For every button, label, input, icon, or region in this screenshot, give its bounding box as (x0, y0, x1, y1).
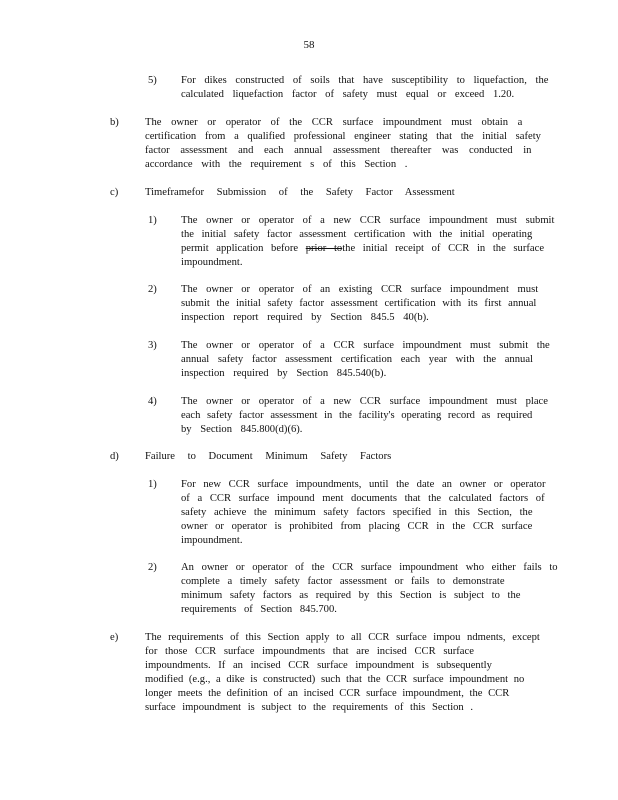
section-d-heading (145, 450, 391, 464)
section-label: e) (110, 632, 119, 643)
section-label: b) (110, 117, 119, 128)
text-line: An owner or operator of the CCR surface impoundment who either fails to (181, 562, 558, 573)
item-c2-text (181, 283, 539, 325)
item-label: 1) (148, 215, 157, 226)
text-line: factor assessment and each annual assessment thereafter was conducted in (145, 145, 532, 156)
section-heading: Timeframefor Submission of the Safety Factor Assessment (145, 187, 455, 198)
text-line: The requirements of this Section apply to all CCR surface impou ndments, except (145, 632, 540, 643)
item-c4-text (181, 395, 548, 437)
text-line: owner or operator is prohibited from placing CCR in the CCR surface (181, 521, 533, 532)
text-line: impoundment. (181, 535, 243, 546)
item-label: 1) (148, 479, 157, 490)
text-line: inspection required by Section 845.540(b). (181, 368, 387, 379)
text-line: The owner or operator of the CCR surface impoundment must obtain a (145, 117, 523, 128)
section-heading: Failure to Document Minimum Safety Factors (145, 451, 392, 462)
text-line: for those CCR surface impoundments that are incised CCR surface (145, 646, 474, 657)
text-line: each safety factor assessment in the facility's operating record as required (181, 410, 533, 421)
section-label: d) (110, 451, 119, 462)
text-line: by Section 845.800(d)(6). (181, 424, 303, 435)
text-line: The owner or operator of a new CCR surface impoundment must submit (181, 215, 555, 226)
text-line: requirements of Section 845.700. (181, 604, 337, 615)
item-label: 5) (148, 75, 157, 86)
section-b-text (145, 116, 541, 172)
text-line: certification from a qualified professional engineer stating that the initial safety (145, 131, 541, 142)
item-label: 2) (148, 562, 157, 573)
text-line: The owner or operator of a CCR surface impoundment must submit the (181, 340, 550, 351)
text-line: For new CCR surface impoundments, until the date an owner or operator (181, 479, 546, 490)
item-c3-text (181, 339, 550, 381)
text-line: longer meets the definition of an incised CCR surface impoundment, the CCR (145, 688, 510, 699)
text-line: minimum safety factors as required by this Section is subject to the (181, 590, 521, 601)
text-fragment: permit application before (181, 243, 306, 254)
text-line: The owner or operator of an existing CCR surface impoundment must (181, 284, 539, 295)
item-label: 3) (148, 340, 157, 351)
text-line: annual safety factor assessment certification each year with the annual (181, 354, 533, 365)
text-line (181, 242, 545, 256)
item-label: 4) (148, 396, 157, 407)
item-c1-text (181, 214, 555, 270)
text-line: accordance with the requirement s of this Section . (145, 159, 408, 170)
section-c-heading (145, 186, 455, 200)
text-line: the initial safety factor assessment certification with the initial operating (181, 229, 533, 240)
text-line: complete a timely safety factor assessment or fails to demonstrate (181, 576, 505, 587)
page-number: 58 (303, 39, 315, 51)
text-line: impoundment. (181, 257, 243, 268)
text-line: For dikes constructed of soils that have susceptibility to liquefaction, the (181, 75, 549, 86)
text-line: safety achieve the minimum safety factors specified in this Section, the (181, 507, 533, 518)
text-line: submit the initial safety factor assessment certification with its first annual (181, 298, 537, 309)
item-d2-text (181, 561, 558, 617)
item-label: 2) (148, 284, 157, 295)
section-e-text (145, 631, 540, 715)
text-line: impoundments. If an incised CCR surface impoundment is subsequently (145, 660, 492, 671)
section-label: c) (110, 187, 119, 198)
item-d1-text (181, 478, 546, 548)
text-line: The owner or operator of a new CCR surface impoundment must place (181, 396, 548, 407)
text-line: of a CCR surface impound ment documents that the calculated factors of (181, 493, 545, 504)
item-5-text (181, 74, 549, 102)
text-line: surface impoundment is subject to the requirements of this Section . (145, 702, 474, 713)
text-line: inspection report required by Section 845.5 40(b). (181, 312, 429, 323)
text-fragment: the initial receipt of CCR in the surface (342, 243, 545, 254)
text-line: calculated liquefaction factor of safety must equal or exceed 1.20. (181, 89, 515, 100)
text-line: modified (e.g., a dike is constructed) such that the CCR surface impoundment no (145, 674, 525, 685)
struck-text: prior to (305, 243, 343, 254)
